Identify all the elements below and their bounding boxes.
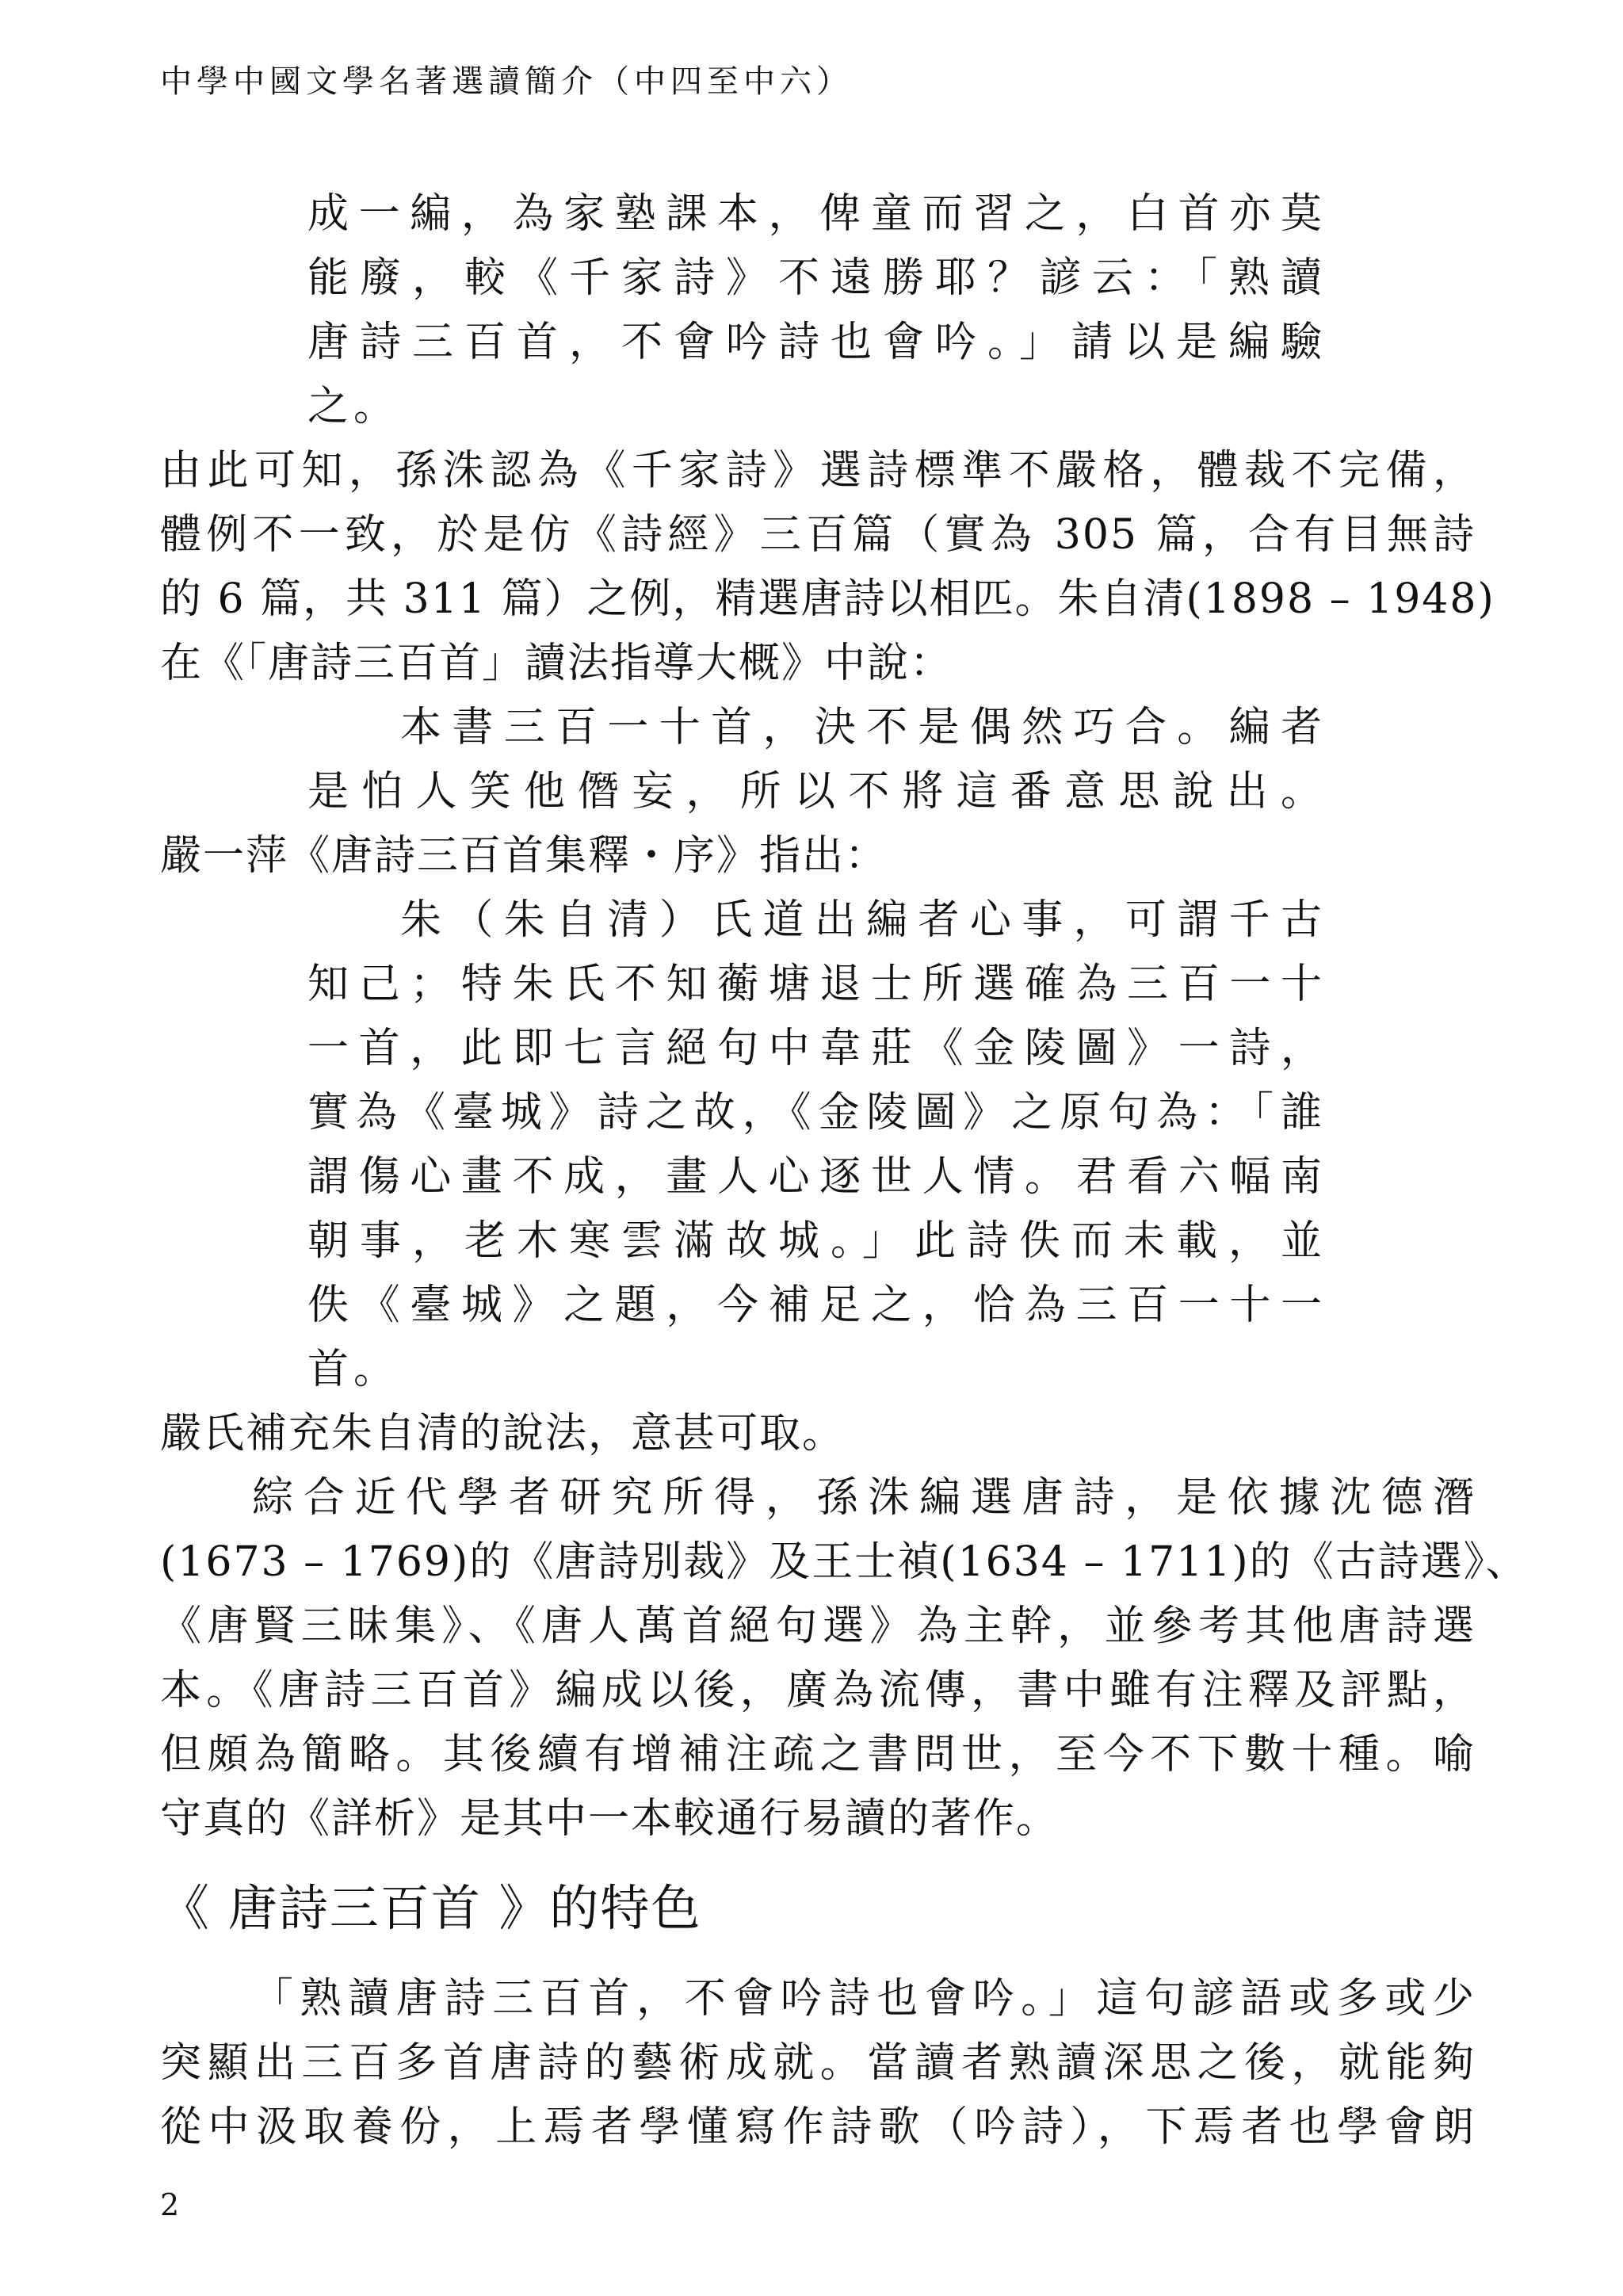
quote-line: 唐詩三百首，不會吟詩也會吟。」請以是編驗 [307, 319, 1327, 366]
body-line: 體例不一致，於是仿《詩經》三百篇（實為 305 篇，合有目無詩 [160, 511, 1476, 559]
quote-line: 是怕人笑他僭妄，所以不將這番意思說出。 [307, 768, 1327, 816]
body-line: 在《「唐詩三百首」讀法指導大概》中說： [160, 640, 953, 687]
quote-line: 能廢，較《千家詩》不遠勝耶？諺云：「熟讀 [307, 254, 1327, 302]
body-line: 從中汲取養份，上焉者學懂寫作詩歌（吟詩），下焉者也學會朗 [160, 2103, 1476, 2151]
body-line: 綜合近代學者研究所得，孫洙編選唐詩，是依據沈德潛 [252, 1474, 1476, 1522]
running-header: 中學中國文學名著選讀簡介（中四至中六） [160, 63, 853, 100]
quote-line: 朱（朱自清）氏道出編者心事，可謂千古 [400, 896, 1327, 944]
quote-line: 佚《臺城》之題，今補足之，恰為三百一十一 [307, 1282, 1327, 1329]
quote-line: 成一編，為家塾課本，俾童而習之，白首亦莫 [307, 190, 1327, 238]
body-line: 由此可知，孫洙認為《千家詩》選詩標準不嚴格，體裁不完備， [160, 447, 1476, 495]
quote-line: 之。 [307, 383, 400, 430]
quote-line: 知己；特朱氏不知蘅塘退士所選確為三百一十 [307, 961, 1327, 1008]
body-line: (1673 – 1769)的《唐詩別裁》及王士禎(1634 – 1711)的《古詩選》、 [160, 1538, 1529, 1586]
section-heading: 《 唐詩三百首 》的特色 [160, 1879, 702, 1937]
quote-line: 謂傷心畫不成，畫人心逐世人情。君看六幅南 [307, 1153, 1327, 1201]
body-line: 「熟讀唐詩三百首，不會吟詩也會吟。」這句諺語或多或少 [252, 1975, 1476, 2023]
quote-line: 首。 [307, 1346, 400, 1393]
page-number: 2 [160, 2187, 180, 2222]
body-line: 守真的《詳析》是其中一本較通行易讀的著作。 [160, 1795, 1060, 1843]
body-line: 但頗為簡略。其後續有增補注疏之書問世，至今不下數十種。喻 [160, 1731, 1476, 1778]
body-line: 突顯出三百多首唐詩的藝術成就。當讀者熟讀深思之後，就能夠 [160, 2039, 1476, 2087]
body-line: 的 6 篇，共 311 篇）之例，精選唐詩以相匹。朱自清(1898 – 1948) [160, 575, 1495, 623]
quote-line: 一首，此即七言絕句中韋莊《金陵圖》一詩， [307, 1025, 1327, 1072]
body-line: 嚴一萍《唐詩三百首集釋・序》指出： [160, 832, 888, 880]
quote-line: 本書三百一十首，決不是偶然巧合。編者 [400, 704, 1327, 751]
body-line: 《唐賢三昧集》、《唐人萬首絕句選》為主幹，並參考其他唐詩選 [160, 1603, 1476, 1650]
body-line: 本。《唐詩三百首》編成以後，廣為流傳，書中雖有注釋及評點， [160, 1667, 1476, 1714]
body-line: 嚴氏補充朱自清的說法，意甚可取。 [160, 1410, 846, 1457]
quote-line: 朝事，老木寒雲滿故城。」此詩佚而未載，並 [307, 1217, 1327, 1265]
quote-line: 實為《臺城》詩之故，《金陵圖》之原句為：「誰 [307, 1089, 1327, 1137]
